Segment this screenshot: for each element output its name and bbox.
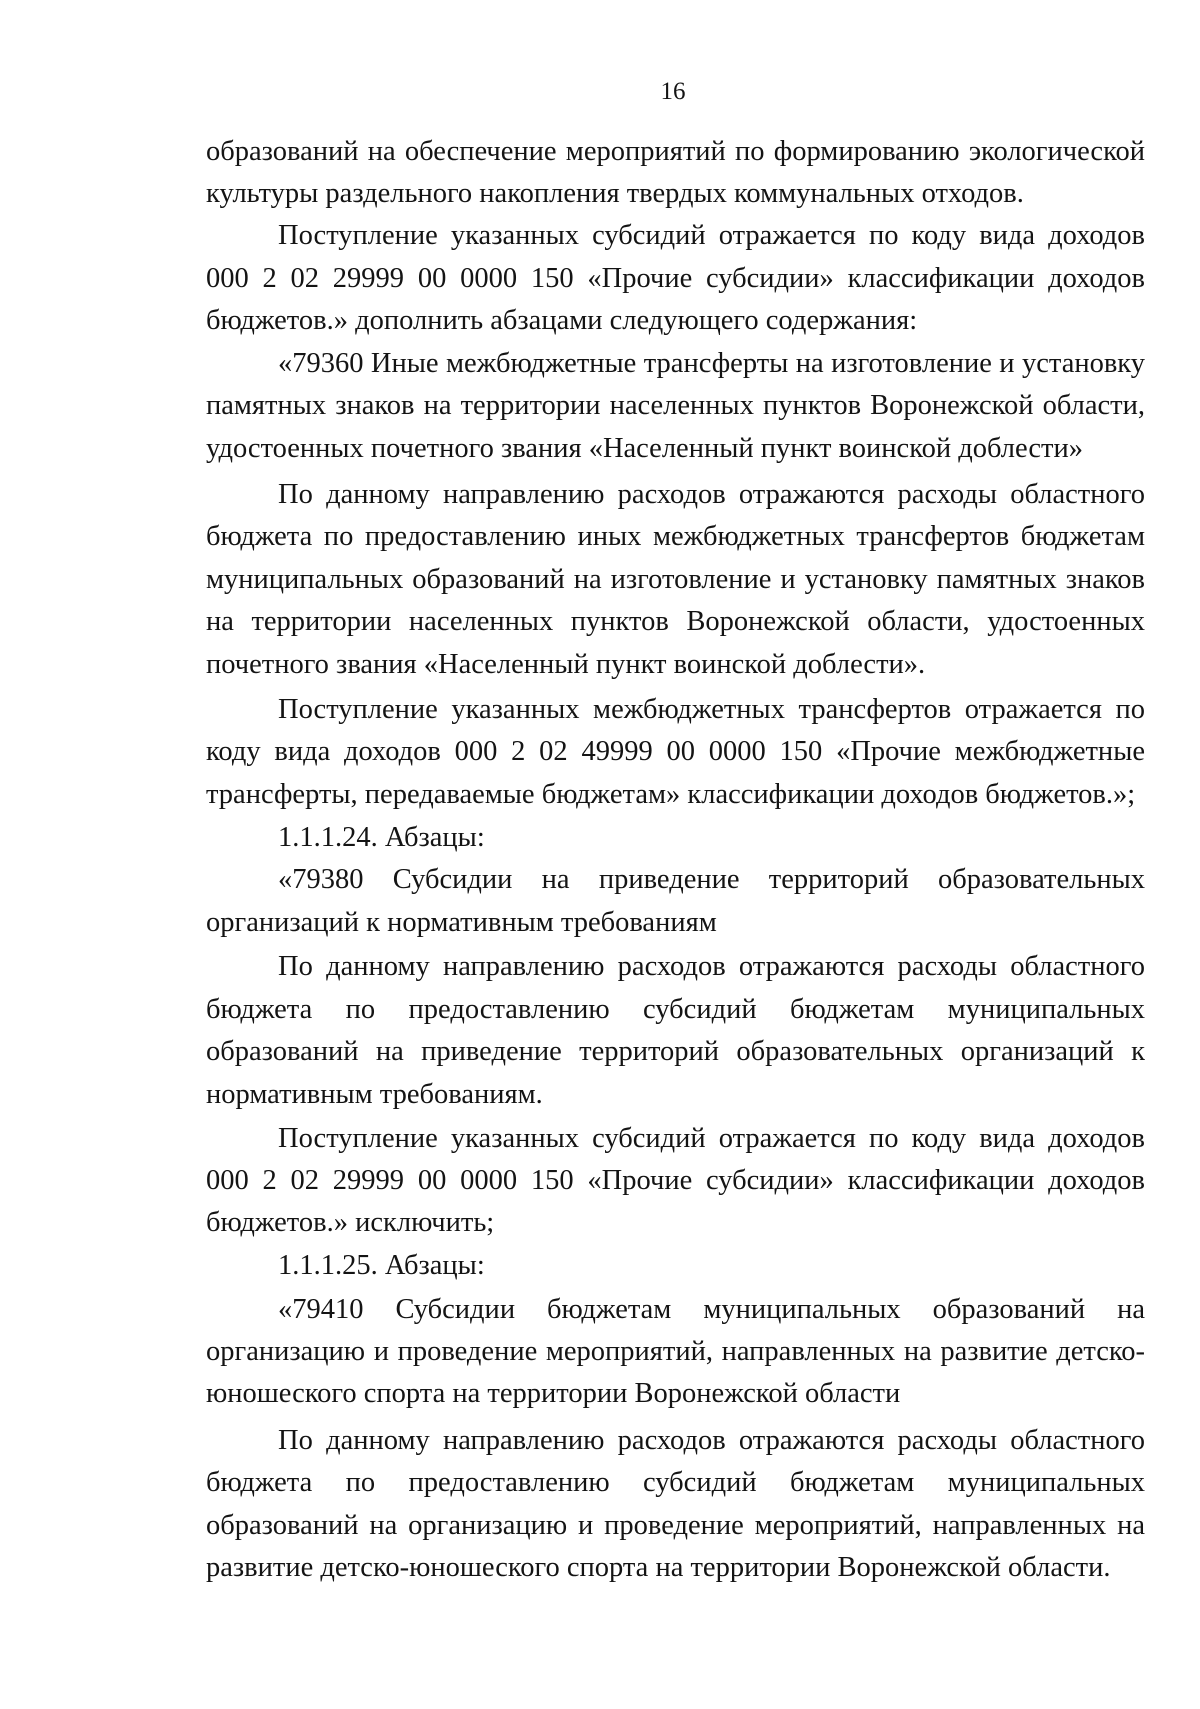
- text-line: памятных знаков на территории населенных пунктов Воронежской области,: [206, 390, 1145, 421]
- text-line: Поступление указанных субсидий отражается по коду вида доходов: [278, 220, 1145, 251]
- text-line: бюджета по предоставлению субсидий бюджетам муниципальных: [206, 1467, 1145, 1498]
- text-line: почетного звания «Населенный пункт воинской доблести».: [206, 649, 926, 680]
- text-line: удостоенных почетного звания «Населенный пункт воинской доблести»: [206, 433, 1083, 464]
- text-line: «79410 Субсидии бюджетам муниципальных образований на: [278, 1294, 1145, 1325]
- text-line: бюджетов.» исключить;: [206, 1207, 495, 1238]
- text-line: 1.1.1.24. Абзацы:: [278, 822, 485, 853]
- text-line: развитие детско-юношеского спорта на территории Воронежской области.: [206, 1552, 1111, 1583]
- text-line: бюджетов.» дополнить абзацами следующего содержания:: [206, 305, 918, 336]
- text-line: «79360 Иные межбюджетные трансферты на изготовление и установку: [278, 348, 1145, 379]
- text-line: Поступление указанных межбюджетных трансфертов отражается по: [278, 694, 1145, 725]
- text-line: образований на приведение территорий образовательных организаций к: [206, 1036, 1145, 1067]
- text-line: образований на организацию и проведение мероприятий, направленных на: [206, 1510, 1145, 1541]
- text-line: 000 2 02 29999 00 0000 150 «Прочие субсидии» классификации доходов: [206, 263, 1145, 294]
- text-line: 1.1.1.25. Абзацы:: [278, 1250, 485, 1281]
- page-number: 16: [660, 78, 686, 105]
- text-line: По данному направлению расходов отражаются расходы областного: [278, 479, 1145, 510]
- text-line: 000 2 02 29999 00 0000 150 «Прочие субсидии» классификации доходов: [206, 1165, 1145, 1196]
- text-line: образований на обеспечение мероприятий по формированию экологической: [206, 136, 1145, 167]
- text-line: на территории населенных пунктов Воронежской области, удостоенных: [206, 606, 1145, 637]
- text-line: По данному направлению расходов отражаются расходы областного: [278, 1425, 1145, 1456]
- text-line: трансферты, передаваемые бюджетам» классификации доходов бюджетов.»;: [206, 779, 1136, 810]
- text-line: культуры раздельного накопления твердых коммунальных отходов.: [206, 178, 1024, 209]
- text-line: нормативным требованиям.: [206, 1079, 543, 1110]
- text-line: бюджета по предоставлению субсидий бюджетам муниципальных: [206, 994, 1145, 1025]
- text-line: организацию и проведение мероприятий, направленных на развитие детско-: [206, 1336, 1145, 1367]
- text-line: коду вида доходов 000 2 02 49999 00 0000 150 «Прочие межбюджетные: [206, 736, 1145, 767]
- text-line: муниципальных образований на изготовление и установку памятных знаков: [206, 564, 1145, 595]
- text-line: По данному направлению расходов отражаются расходы областного: [278, 951, 1145, 982]
- text-line: организаций к нормативным требованиям: [206, 907, 717, 938]
- text-line: Поступление указанных субсидий отражается по коду вида доходов: [278, 1123, 1145, 1154]
- text-line: юношеского спорта на территории Воронежской области: [206, 1378, 901, 1409]
- text-line: «79380 Субсидии на приведение территорий образовательных: [278, 864, 1145, 895]
- text-line: бюджета по предоставлению иных межбюджетных трансфертов бюджетам: [206, 521, 1145, 552]
